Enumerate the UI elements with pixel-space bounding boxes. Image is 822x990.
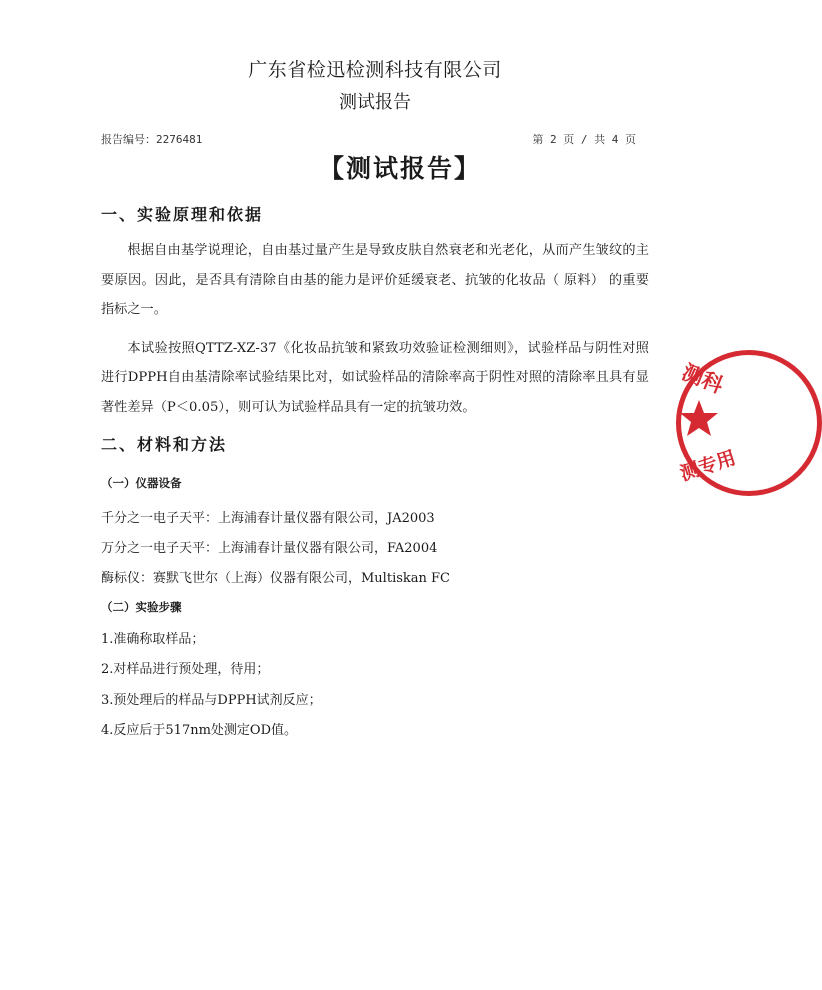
step-item: 2.对样品进行预处理，待用； bbox=[101, 662, 270, 677]
report-subtitle: 测试报告 bbox=[339, 92, 411, 113]
seal-text-top: 测科 bbox=[678, 359, 727, 398]
principle-paragraphs bbox=[101, 236, 649, 422]
star-icon bbox=[679, 398, 719, 438]
instrument-item: 酶标仪：赛默飞世尔（上海）仪器有限公司，Multiskan FC bbox=[101, 571, 450, 586]
instrument-item: 万分之一电子天平：上海浦春计量仪器有限公司，FA2004 bbox=[101, 541, 438, 556]
principle-paragraph-1: 根据自由基学说理论，自由基过量产生是导致皮肤自然衰老和光老化，从而产生皱纹的主要原因。因此，是否具有清除自由基的能力是评价延缓衰老、抗皱的化妆品（ 原料） 的重要指标之一。 bbox=[101, 243, 649, 317]
page-indicator: 第 2 页 / 共 4 页 bbox=[532, 133, 636, 146]
company-name: 广东省检迅检测科技有限公司 bbox=[248, 59, 502, 81]
company-seal bbox=[676, 350, 822, 496]
step-item: 1.准确称取样品； bbox=[101, 632, 205, 647]
step-item: 4.反应后于517nm处测定OD值。 bbox=[101, 723, 297, 738]
section-heading-materials: 二、材料和方法 bbox=[101, 435, 228, 454]
page-title: 【测试报告】 bbox=[318, 154, 481, 183]
section-heading-principle: 一、实验原理和依据 bbox=[101, 205, 264, 224]
subsection-instruments: （一）仪器设备 bbox=[101, 476, 182, 490]
subsection-steps: （二）实验步骤 bbox=[101, 600, 182, 614]
seal-text-bottom: 测专用 bbox=[677, 446, 739, 486]
instrument-item: 千分之一电子天平：上海浦春计量仪器有限公司，JA2003 bbox=[101, 511, 435, 526]
step-item: 3.预处理后的样品与DPPH试剂反应； bbox=[101, 693, 322, 708]
report-number: 报告编号：2276481 bbox=[101, 133, 203, 146]
principle-paragraph-2: 本试验按照QTTZ-XZ-37《化妆品抗皱和紧致功效验证检测细则》，试验样品与阴性对照进行DPPH自由基清除率试验结果比对，如试验样品的清除率高于阴性对照的清除率且具有显著性差异（P＜0.05），则可认为试验样品具有一定的抗皱功效。 bbox=[101, 340, 649, 415]
